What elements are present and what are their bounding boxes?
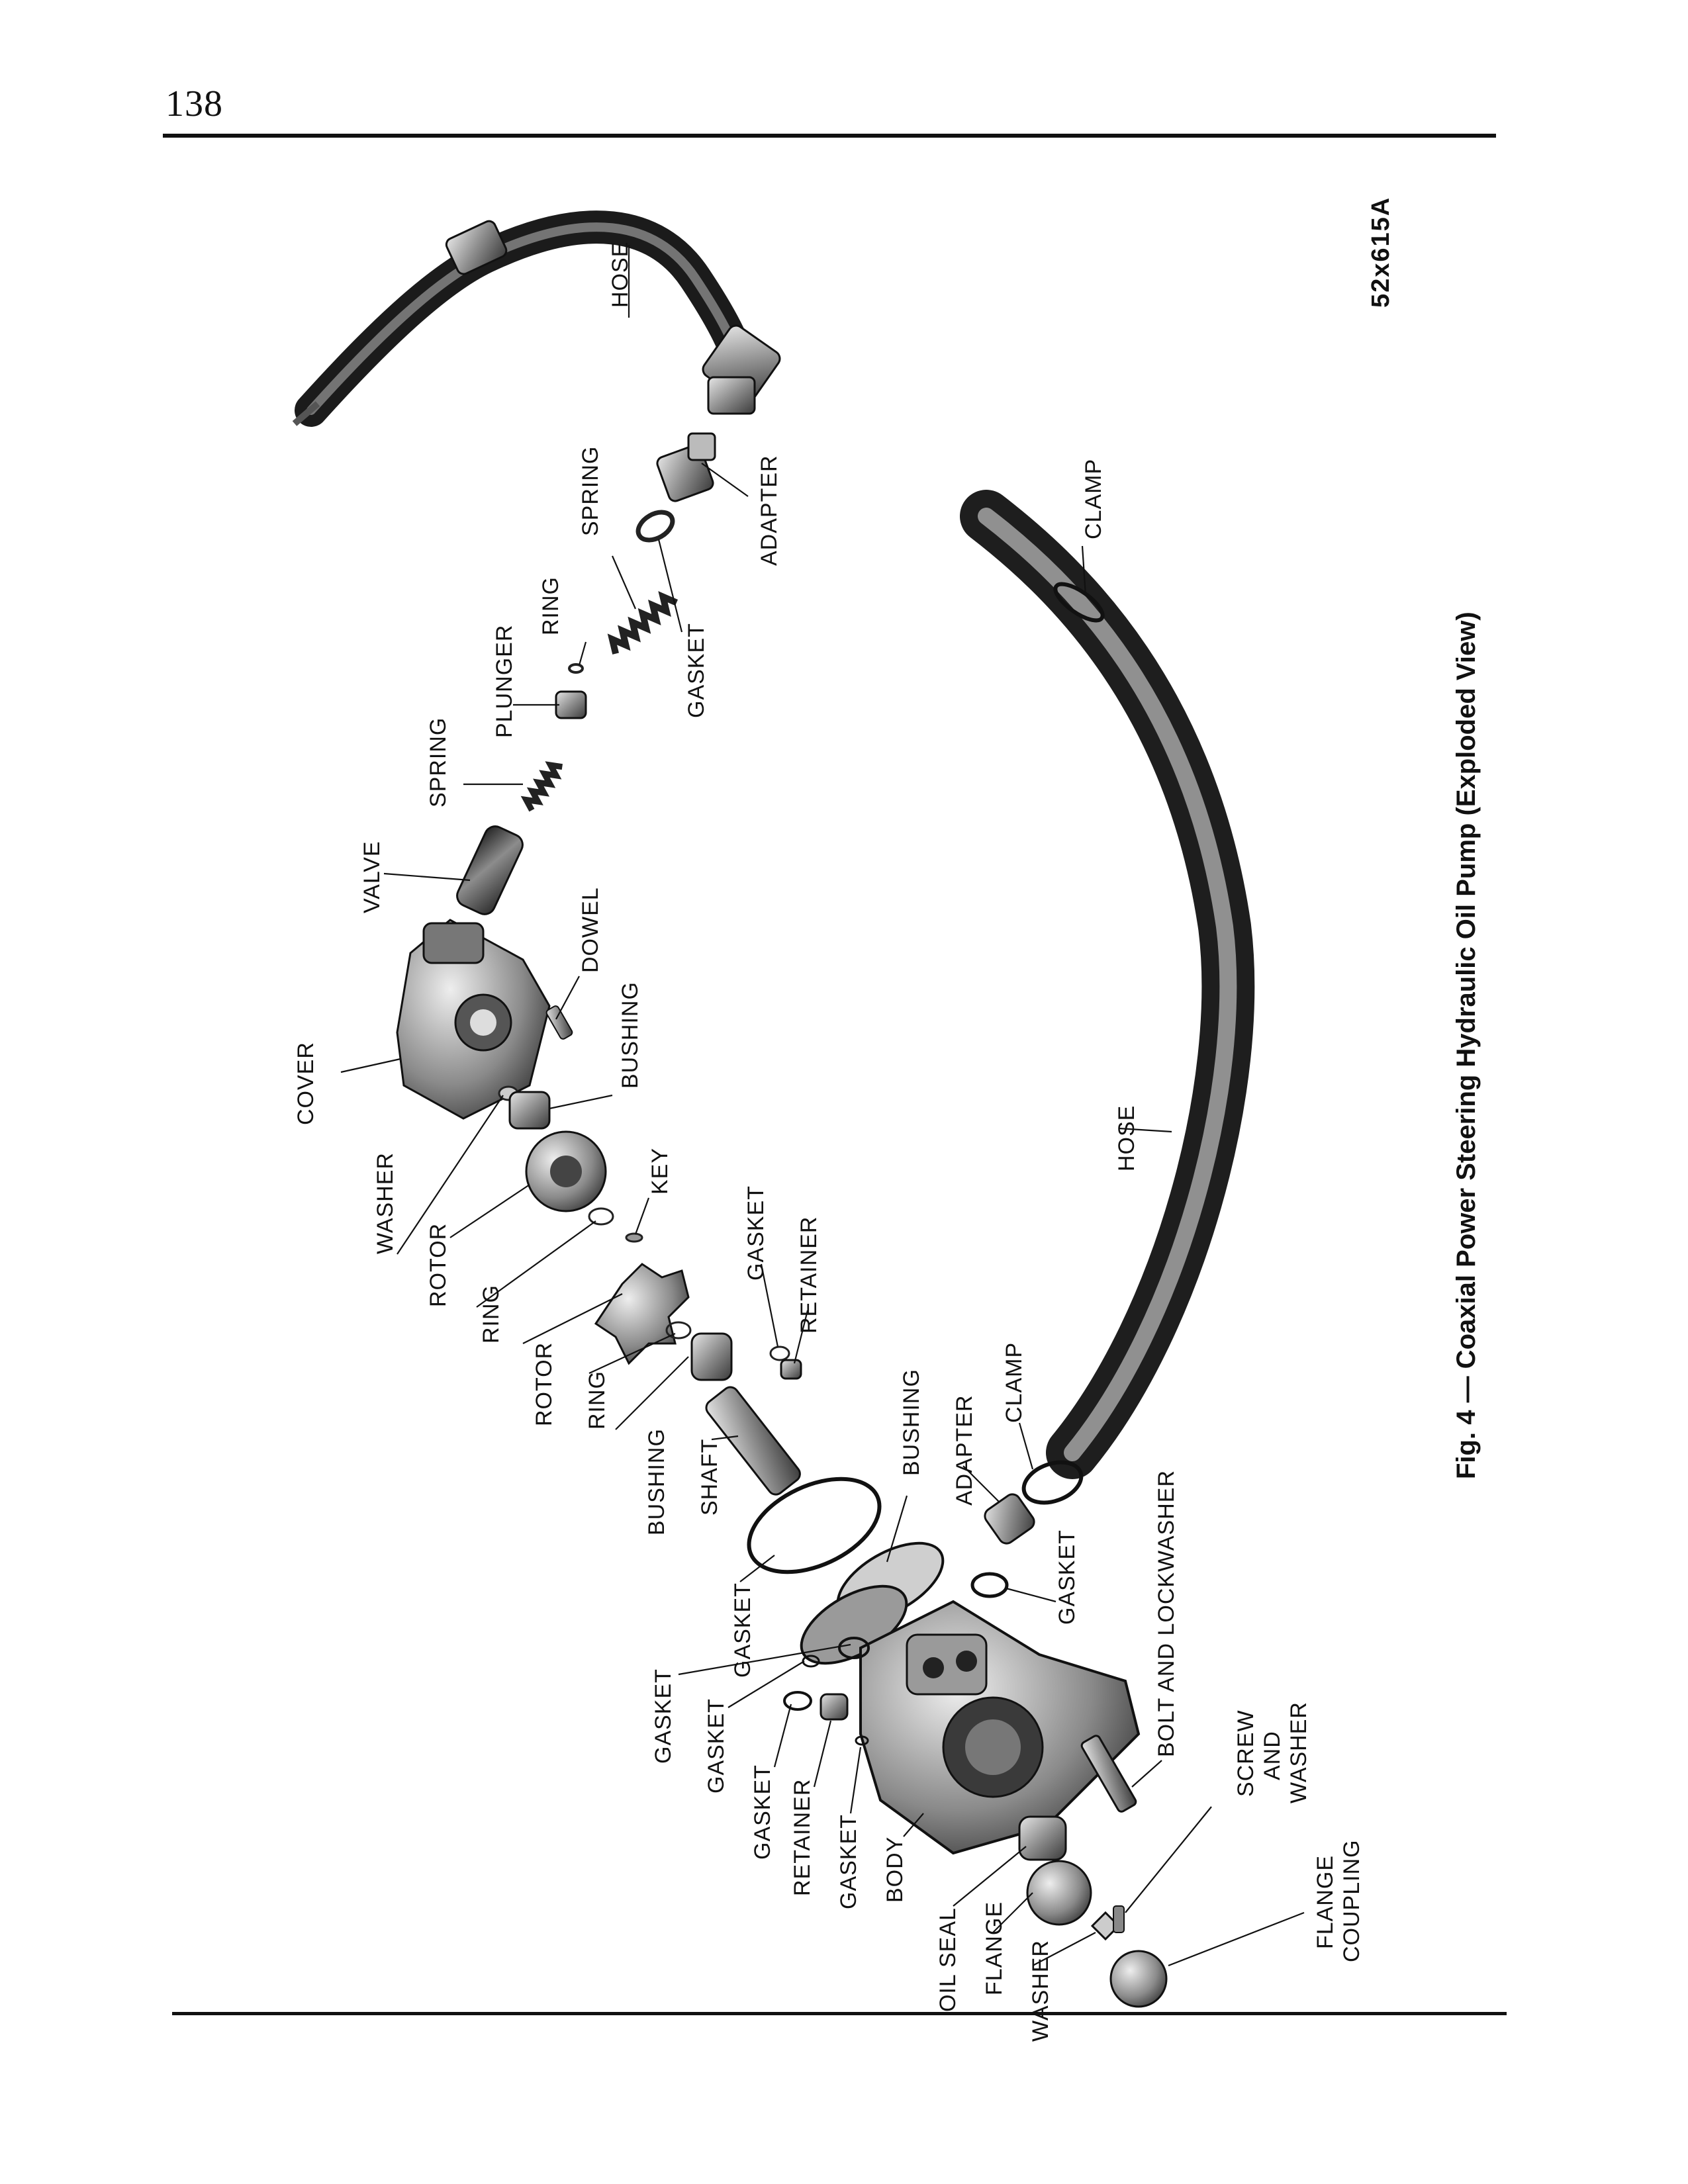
- label-hose-top: HOSE: [608, 241, 633, 308]
- label-shaft: SHAFT: [697, 1438, 722, 1516]
- label-retainer-mid: RETAINER: [796, 1216, 821, 1334]
- dowel-part: [545, 1005, 573, 1040]
- label-bolt-lockwasher: BOLT AND LOCKWASHER: [1154, 1469, 1179, 1757]
- label-ring-low: RING: [585, 1371, 610, 1430]
- gasket-ring-top: [633, 506, 677, 545]
- label-body: BODY: [882, 1836, 908, 1903]
- gasket-low-ring: [972, 1574, 1007, 1596]
- label-clamp-top: CLAMP: [1081, 458, 1106, 539]
- label-plunger: PLUNGER: [492, 624, 517, 738]
- label-gasket-top: GASKET: [684, 623, 709, 718]
- label-hose-mid: HOSE: [1114, 1105, 1139, 1171]
- label-gasket-mid: GASKET: [743, 1185, 769, 1281]
- label-clamp-low: CLAMP: [1002, 1342, 1027, 1423]
- figure-caption: Fig. 4 — Coaxial Power Steering Hydraulic Oil Pump (Exploded View): [1452, 612, 1481, 1479]
- label-adapter-low: ADAPTER: [952, 1394, 977, 1506]
- valve-part: [453, 823, 526, 917]
- label-key: KEY: [647, 1147, 673, 1195]
- ring-mid-part: [589, 1208, 613, 1224]
- label-washer-sw: WASHER: [1286, 1702, 1311, 1803]
- spring-mid-part: [523, 761, 562, 811]
- spring-top-part: [607, 592, 677, 653]
- label-ring-mid: RING: [479, 1285, 504, 1343]
- label-oil-seal: OIL SEAL: [935, 1907, 961, 2012]
- cover-part: [397, 920, 549, 1118]
- label-gasket-low2: GASKET: [1055, 1529, 1080, 1625]
- upper-hose-part: [295, 219, 783, 424]
- oil-seal-part: [1019, 1817, 1066, 1860]
- bushing-mid-part: [692, 1334, 731, 1380]
- plunger-part: [556, 692, 586, 718]
- flange-coupling-part: [1111, 1951, 1166, 2007]
- label-gasket-low1: GASKET: [730, 1582, 755, 1678]
- gasket-mid-part: [771, 1347, 789, 1360]
- label-flange: FLANGE: [982, 1901, 1007, 1995]
- label-flange-coupling-line1: FLANGE: [1313, 1854, 1338, 1949]
- label-retainer-low: RETAINER: [790, 1778, 815, 1896]
- label-gasket-d: GASKET: [836, 1814, 861, 1909]
- screw-part: [1113, 1906, 1124, 1933]
- key-part: [626, 1234, 642, 1242]
- label-gasket-c: GASKET: [750, 1764, 775, 1860]
- label-spring-top: SPRING: [578, 445, 603, 536]
- flange-part: [1027, 1861, 1091, 1925]
- retainer-low-part: [821, 1694, 847, 1719]
- adapter-part: [655, 433, 715, 503]
- label-bushing-low: BUSHING: [899, 1369, 924, 1476]
- label-flange-coupling-line2: COUPLING: [1339, 1839, 1364, 1962]
- figure-code: 52x615A: [1367, 196, 1395, 308]
- label-gasket-b: GASKET: [704, 1698, 729, 1794]
- body-part: [861, 1602, 1139, 1853]
- ring-top-part: [569, 664, 583, 672]
- label-screw: SCREW: [1233, 1709, 1258, 1797]
- label-dowel: DOWEL: [578, 887, 603, 973]
- label-washer-low: WASHER: [1028, 1940, 1053, 2042]
- label-cover: COVER: [293, 1042, 318, 1125]
- label-rotor-top: ROTOR: [426, 1222, 451, 1307]
- label-valve: VALVE: [359, 841, 385, 913]
- label-and: AND: [1260, 1731, 1285, 1780]
- lower-hose-part: [986, 516, 1228, 1453]
- label-washer-top: WASHER: [373, 1152, 398, 1254]
- label-gasket-a: GASKET: [651, 1668, 676, 1764]
- label-adapter-top: ADAPTER: [757, 455, 782, 566]
- label-rotor-mid: ROTOR: [532, 1342, 557, 1426]
- rotor-top-part: [526, 1132, 606, 1211]
- label-bushing-top: BUSHING: [618, 981, 643, 1089]
- retainer-mid-part: [781, 1360, 801, 1379]
- bushing-top-part: [510, 1092, 549, 1128]
- page-number: 138: [165, 83, 223, 124]
- label-ring-top: RING: [538, 576, 563, 635]
- label-spring-mid: SPRING: [426, 717, 451, 807]
- label-bushing-mid: BUSHING: [644, 1428, 669, 1535]
- gasket-c-ring: [784, 1692, 811, 1709]
